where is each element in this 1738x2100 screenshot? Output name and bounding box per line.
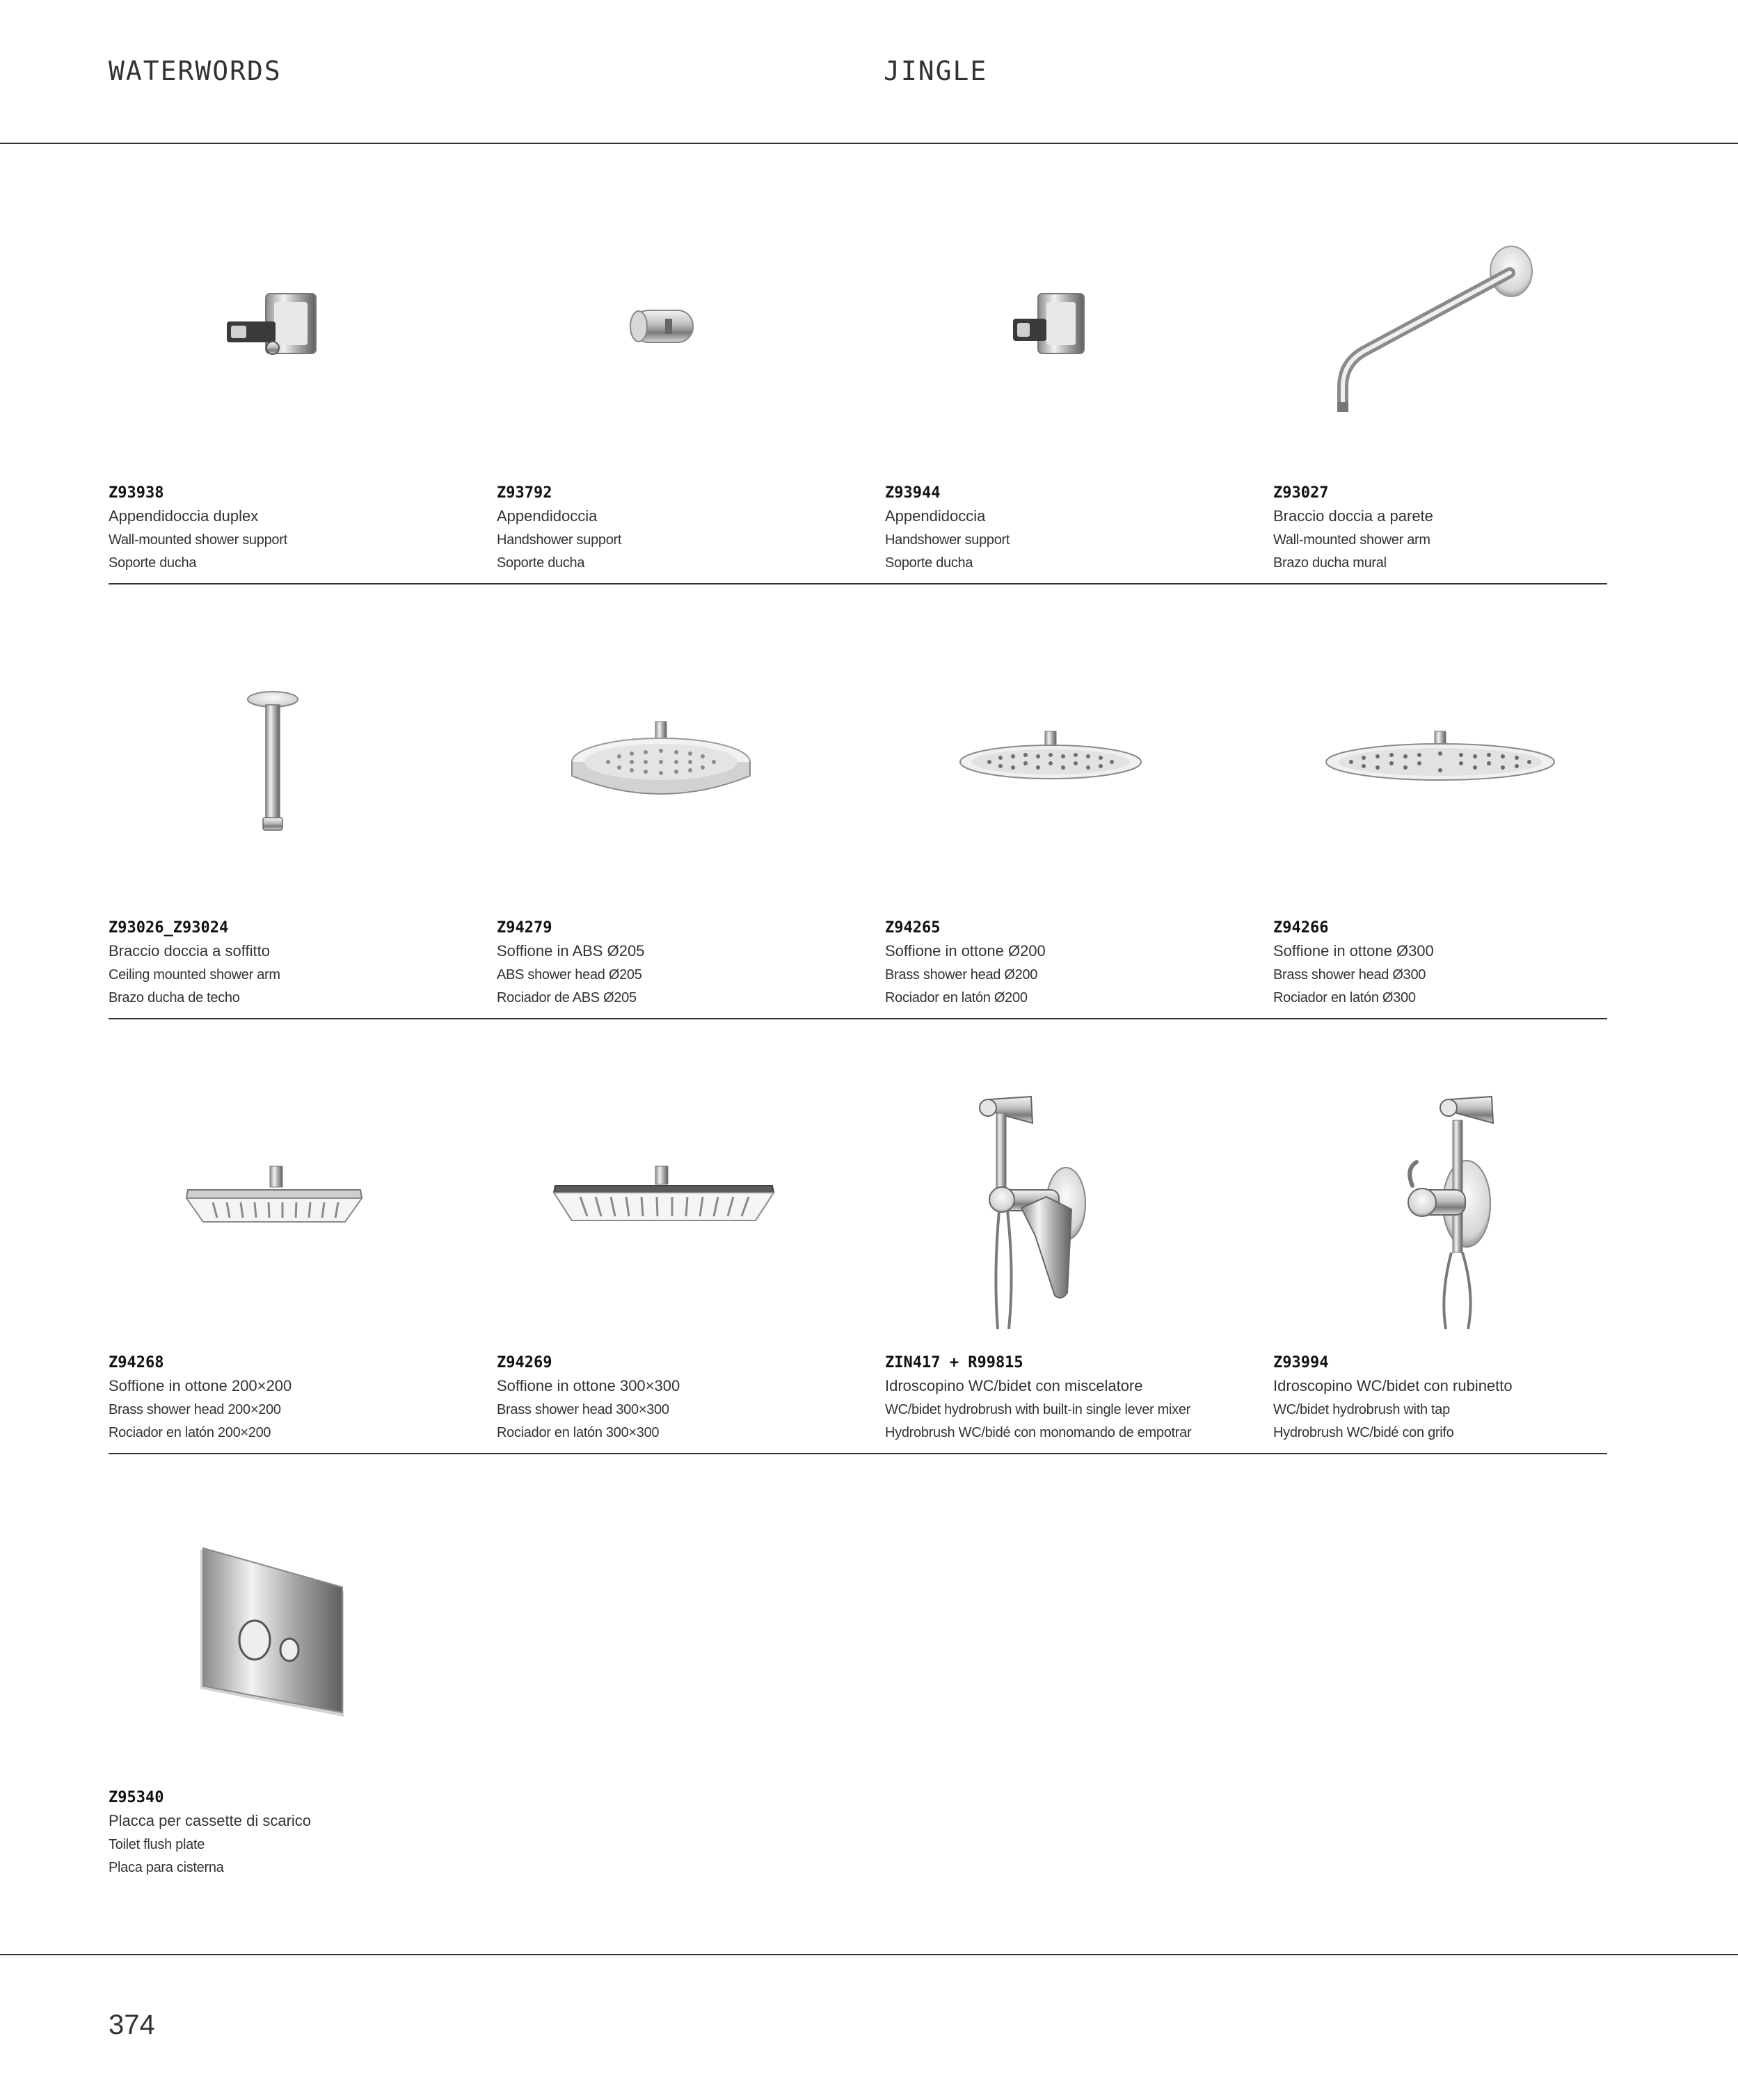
product-code: Z94268 bbox=[109, 1354, 164, 1371]
collection-title: JINGLE bbox=[884, 56, 988, 86]
brand-title: WATERWORDS bbox=[109, 56, 282, 86]
product-name-en: Brass shower head Ø300 bbox=[1273, 967, 1426, 983]
product-code: Z93026_Z93024 bbox=[109, 919, 229, 937]
product-name-es: Soporte ducha bbox=[885, 555, 973, 571]
product-code: Z94279 bbox=[497, 919, 552, 937]
square-handshower-holder-icon bbox=[885, 230, 1261, 438]
product-name-es: Brazo ducha de techo bbox=[109, 990, 240, 1005]
product-name-it: Appendidoccia duplex bbox=[109, 507, 259, 525]
product-name-it: Appendidoccia bbox=[497, 507, 598, 525]
product-code: Z93792 bbox=[497, 484, 552, 502]
product-name-es: Soporte ducha bbox=[497, 555, 585, 571]
round-handshower-holder-icon bbox=[497, 230, 872, 438]
product-name-it: Braccio doccia a parete bbox=[1273, 507, 1433, 525]
product-name-en: Brass shower head Ø200 bbox=[885, 967, 1038, 983]
product-code: Z94269 bbox=[497, 1354, 552, 1371]
product-name-en: Wall-mounted shower arm bbox=[1273, 532, 1430, 548]
page-number: 374 bbox=[109, 2010, 155, 2040]
product-name-en: WC/bidet hydrobrush with tap bbox=[1273, 1402, 1450, 1417]
product-code: Z93938 bbox=[109, 484, 164, 502]
row-divider bbox=[109, 1018, 1607, 1019]
row-divider bbox=[109, 1453, 1607, 1454]
product-name-it: Idroscopino WC/bidet con rubinetto bbox=[1273, 1377, 1513, 1394]
product-code: Z94265 bbox=[885, 919, 941, 937]
product-code: Z94266 bbox=[1273, 919, 1329, 937]
flush-plate-icon bbox=[109, 1534, 484, 1743]
hydrobrush-tap-icon bbox=[1273, 1072, 1649, 1336]
product-name-en: Handshower support bbox=[885, 532, 1010, 548]
top-rule bbox=[0, 143, 1738, 144]
product-code: Z93027 bbox=[1273, 484, 1329, 502]
wall-shower-arm-icon bbox=[1273, 230, 1649, 438]
round-large-shower-head-icon bbox=[1273, 665, 1649, 873]
product-name-it: Soffione in ottone 200×200 bbox=[109, 1377, 292, 1394]
product-name-en: Toilet flush plate bbox=[109, 1837, 205, 1852]
square-large-shower-head-icon bbox=[497, 1099, 872, 1308]
product-name-en: Brass shower head 200×200 bbox=[109, 1402, 281, 1417]
product-name-es: Rociador en latón Ø200 bbox=[885, 990, 1028, 1005]
product-name-it: Appendidoccia bbox=[885, 507, 986, 525]
ceiling-shower-arm-icon bbox=[109, 665, 484, 873]
product-code: ZIN417 + R99815 bbox=[885, 1354, 1023, 1371]
product-name-en: Wall-mounted shower support bbox=[109, 532, 287, 548]
product-code: Z95340 bbox=[109, 1789, 164, 1806]
round-slim-shower-head-icon bbox=[885, 665, 1261, 873]
product-name-it: Soffione in ottone Ø300 bbox=[1273, 942, 1434, 960]
product-name-en: Ceiling mounted shower arm bbox=[109, 967, 280, 983]
square-wall-shower-support-icon bbox=[109, 230, 484, 438]
product-name-en: Handshower support bbox=[497, 532, 622, 548]
product-name-es: Hydrobrush WC/bidé con grifo bbox=[1273, 1425, 1454, 1440]
product-code: Z93944 bbox=[885, 484, 941, 502]
hydrobrush-mixer-icon bbox=[885, 1072, 1261, 1336]
product-code: Z93994 bbox=[1273, 1354, 1329, 1371]
row-divider bbox=[109, 583, 1607, 584]
product-name-it: Soffione in ABS Ø205 bbox=[497, 942, 645, 960]
product-name-it: Placca per cassette di scarico bbox=[109, 1812, 312, 1829]
round-abs-shower-head-icon bbox=[497, 665, 872, 873]
product-name-es: Placa para cisterna bbox=[109, 1860, 224, 1875]
product-name-es: Hydrobrush WC/bidé con monomando de empotrar bbox=[885, 1425, 1192, 1440]
product-name-es: Rociador en latón 200×200 bbox=[109, 1425, 271, 1440]
product-name-en: Brass shower head 300×300 bbox=[497, 1402, 669, 1417]
product-name-en: WC/bidet hydrobrush with built-in single lever mixer bbox=[885, 1402, 1191, 1417]
product-name-it: Soffione in ottone 300×300 bbox=[497, 1377, 680, 1394]
product-name-it: Braccio doccia a soffitto bbox=[109, 942, 270, 960]
product-name-es: Brazo ducha mural bbox=[1273, 555, 1387, 571]
product-name-it: Soffione in ottone Ø200 bbox=[885, 942, 1046, 960]
square-shower-head-icon bbox=[109, 1099, 484, 1308]
product-name-it: Idroscopino WC/bidet con miscelatore bbox=[885, 1377, 1143, 1394]
product-name-es: Soporte ducha bbox=[109, 555, 197, 571]
bottom-rule bbox=[0, 1954, 1738, 1955]
product-name-es: Rociador de ABS Ø205 bbox=[497, 990, 637, 1005]
product-name-es: Rociador en latón 300×300 bbox=[497, 1425, 660, 1440]
product-name-es: Rociador en latón Ø300 bbox=[1273, 990, 1416, 1005]
product-name-en: ABS shower head Ø205 bbox=[497, 967, 642, 983]
